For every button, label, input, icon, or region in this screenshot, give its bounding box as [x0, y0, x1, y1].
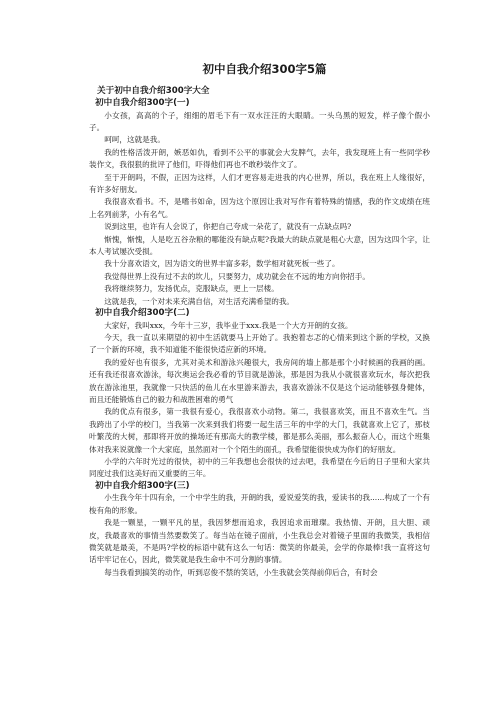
paragraph: 这就是我，一个对未来充满自信，对生活充满希望的我。	[104, 296, 295, 306]
section-heading: 初中自我介绍300字(二)	[95, 308, 190, 318]
paragraph: 大家好，我叫xxx，今年十三岁，我毕业于xxx.我是一个大方开朗的女孩。	[104, 320, 353, 330]
paragraph: 小学的六年时光过的很快，初中的三年我想也会很快的过去吧，我希望在今后的日子里和大家共同度过我们这美好而又重要的三年。	[89, 456, 430, 479]
section-1	[89, 98, 430, 308]
paragraph: 我的性格活泼开朗，嫉恶如仇，看到不公平的事就会大发脾气，去年，我发现班上有一些同学秒装作文，我很狠的批评了他们，吓得他们再也不敢秒装作文了。	[89, 147, 430, 170]
section-heading: 初中自我介绍300字(三)	[95, 480, 190, 491]
paragraph: 说到这里，也许有人会说了，你把自己夸成一朵花了，就没有一点缺点吗?	[104, 222, 352, 232]
section-2	[89, 308, 430, 481]
paragraph: 每当我看到搞笑的动作，听到忍俊不禁的笑话，小生我就会笑得前仰后合，有时会	[104, 567, 378, 577]
document-title: 初中自我介绍300字5篇	[202, 62, 327, 76]
section-heading: 初中自我介绍300字(一)	[95, 98, 190, 108]
paragraph: 至于开朗吗，不假，正因为这样，人们才更容易走进我的内心世界，所以，我在班上人缘很好，有许多好朋友。	[89, 172, 430, 194]
paragraph: 我是一颗星，一颗平凡的星，我因梦想而追求，我因追求而璀璨。我热情、开朗，且大胆、顽皮，我最喜欢的事情当然要数笑了。每当站在镜子面前，小生我总会对着镜子里面的我微笑，我相信微笑就是最美，不是吗?学校的标语中就有这么一句话：微笑的你最美，会学的你最棒!我一直将这句话牢牢记在心，因此，微笑就是我生命中不可分割的事情。	[89, 518, 430, 565]
paragraph: 小生我今年十四有余，一个中学生的我，开朗的我，爱说爱笑的我，爱读书的我......构成了一个有梭有角的形象。	[89, 493, 431, 515]
paragraph: 我很喜欢看书。不，是嗜书如命，因为这个原因让我对写作有着特殊的情感，我的作文成绩在班上名列前茅，小有名气。	[89, 197, 430, 219]
paragraph: 我十分喜欢语文，因为语文的世界丰富多彩，数学相对就死板一些了。	[104, 259, 340, 269]
paragraph: 我的爱好也有很多，尤其对美术和游泳兴趣很大，我房间的墙上都是那个小时候画的我画的画。还有我还很喜欢游泳，每次奥运会我必看的节目就是游泳，那是因为我从小就很喜欢玩水，每次把我放在游泳池里，我就像一只快活的鱼儿在水里游来游去，我喜欢游泳不仅是这个运动能够强身健体，而且还能锻炼自己的毅力和战胜困难的勇气	[89, 357, 430, 404]
paragraph: 今天，我一直以来期望的初中生活就要马上开始了。我抱着志忑的心情来到这个新的学校，又换了一个新的环境，我不知道能不能很快适应新的环境。	[89, 332, 430, 355]
paragraph: 呵呵，这就是我。	[104, 135, 165, 145]
document-subtitle: 关于初中自我介绍300字大全	[97, 86, 210, 96]
paragraph: 惭愧，惭愧，人是吃五谷杂粮的哪能没有缺点呢?我最大的缺点就是粗心大意，因为这四个字，让本人考试屡次受损。	[89, 234, 430, 256]
paragraph: 我的优点有很多，第一我很有爱心，我很喜欢小动物。第二，我很喜欢笑，而且不喜欢生气。当我跨出了小学的校门，当我第一次来到我们将要一起生活三年的中学的大门，我就喜欢上它了，那枝叶繁茂的大树，那即将开放的操场还有那高大的教学楼，都是那么美丽，那么振奋人心，而这个班集体对我来说就像一个大家庭，虽然面对一个个陌生的面孔，我希望能很快成为你们的好朋友。	[89, 407, 430, 454]
paragraph: 我觉得世界上没有过不去的坎儿，只要努力，成功就会在不远的地方向你招手。	[104, 271, 370, 281]
paragraph: 我将继续努力，发扬优点，克服缺点，更上一层楼。	[104, 284, 279, 294]
paragraph: 小女孩，高高的个子，细细的眉毛下有一双水汪汪的大眼睛。一头乌黑的短发，样子像个假小子。	[89, 110, 430, 132]
section-3	[89, 481, 430, 579]
